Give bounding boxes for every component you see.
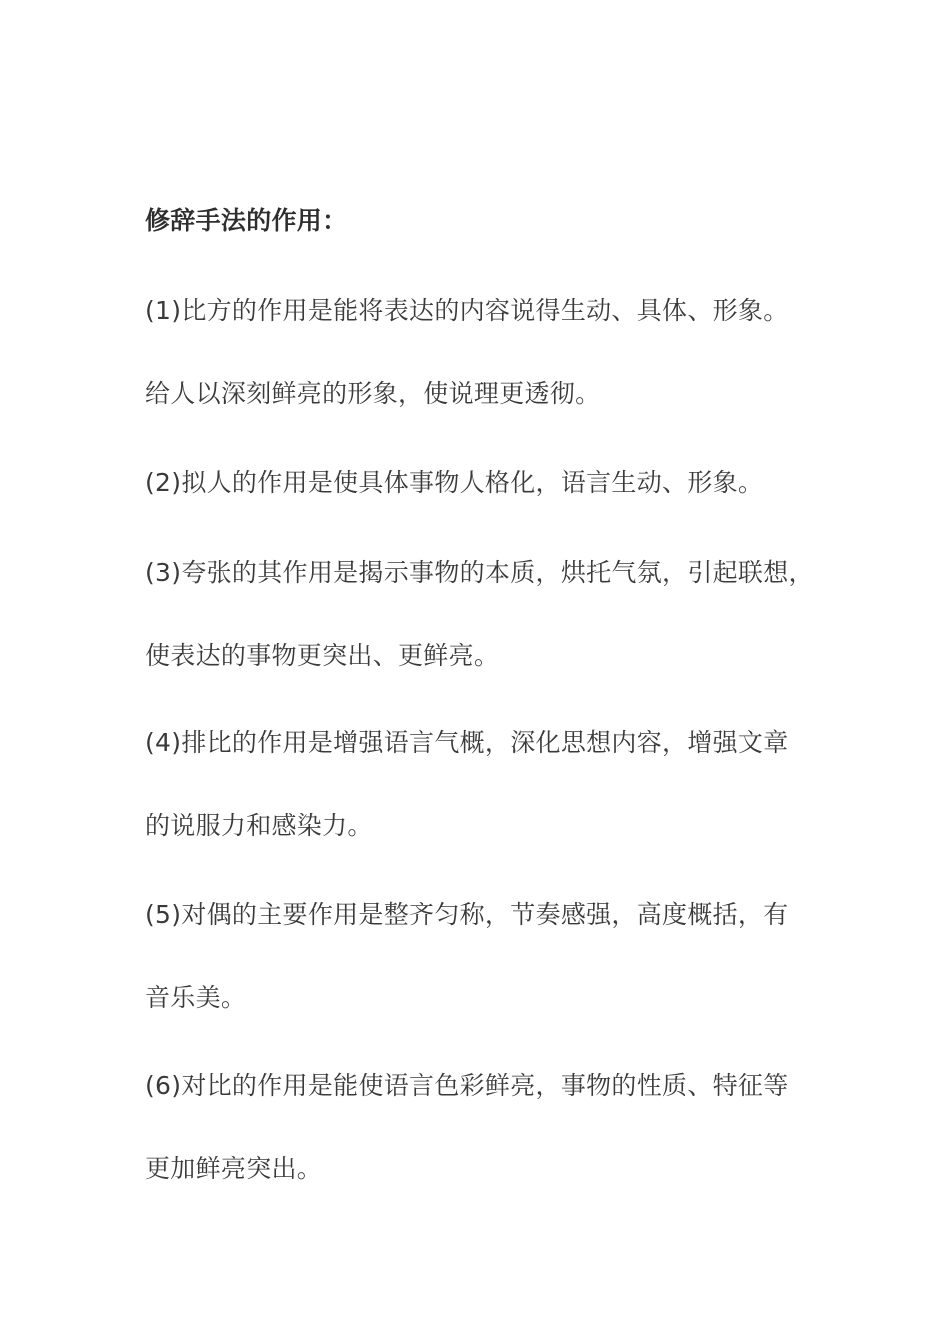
text-line: (1)比方的作用是能将表达的内容说得生动、具体、形象。 xyxy=(145,296,789,325)
document-heading: 修辞手法的作用： xyxy=(145,206,348,235)
text-line: (2)拟人的作用是使具体事物人格化，语言生动、形象。 xyxy=(145,468,764,497)
text-line: 更加鲜亮突出。 xyxy=(145,1154,323,1183)
text-line: 音乐美。 xyxy=(145,983,247,1012)
text-line: (4)排比的作用是增强语言气概，深化思想内容，增强文章 xyxy=(145,728,789,757)
text-line: (5)对偶的主要作用是整齐匀称，节奏感强，高度概括，有 xyxy=(145,900,789,929)
text-line: 的说服力和感染力。 xyxy=(145,811,373,840)
text-line: 使表达的事物更突出、更鲜亮。 xyxy=(145,641,500,670)
text-line: (3)夸张的其作用是揭示事物的本质，烘托气氛，引起联想， xyxy=(145,558,814,587)
text-line: (6)对比的作用是能使语言色彩鲜亮，事物的性质、特征等 xyxy=(145,1071,789,1100)
text-line: 给人以深刻鲜亮的形象，使说理更透彻。 xyxy=(145,379,601,408)
